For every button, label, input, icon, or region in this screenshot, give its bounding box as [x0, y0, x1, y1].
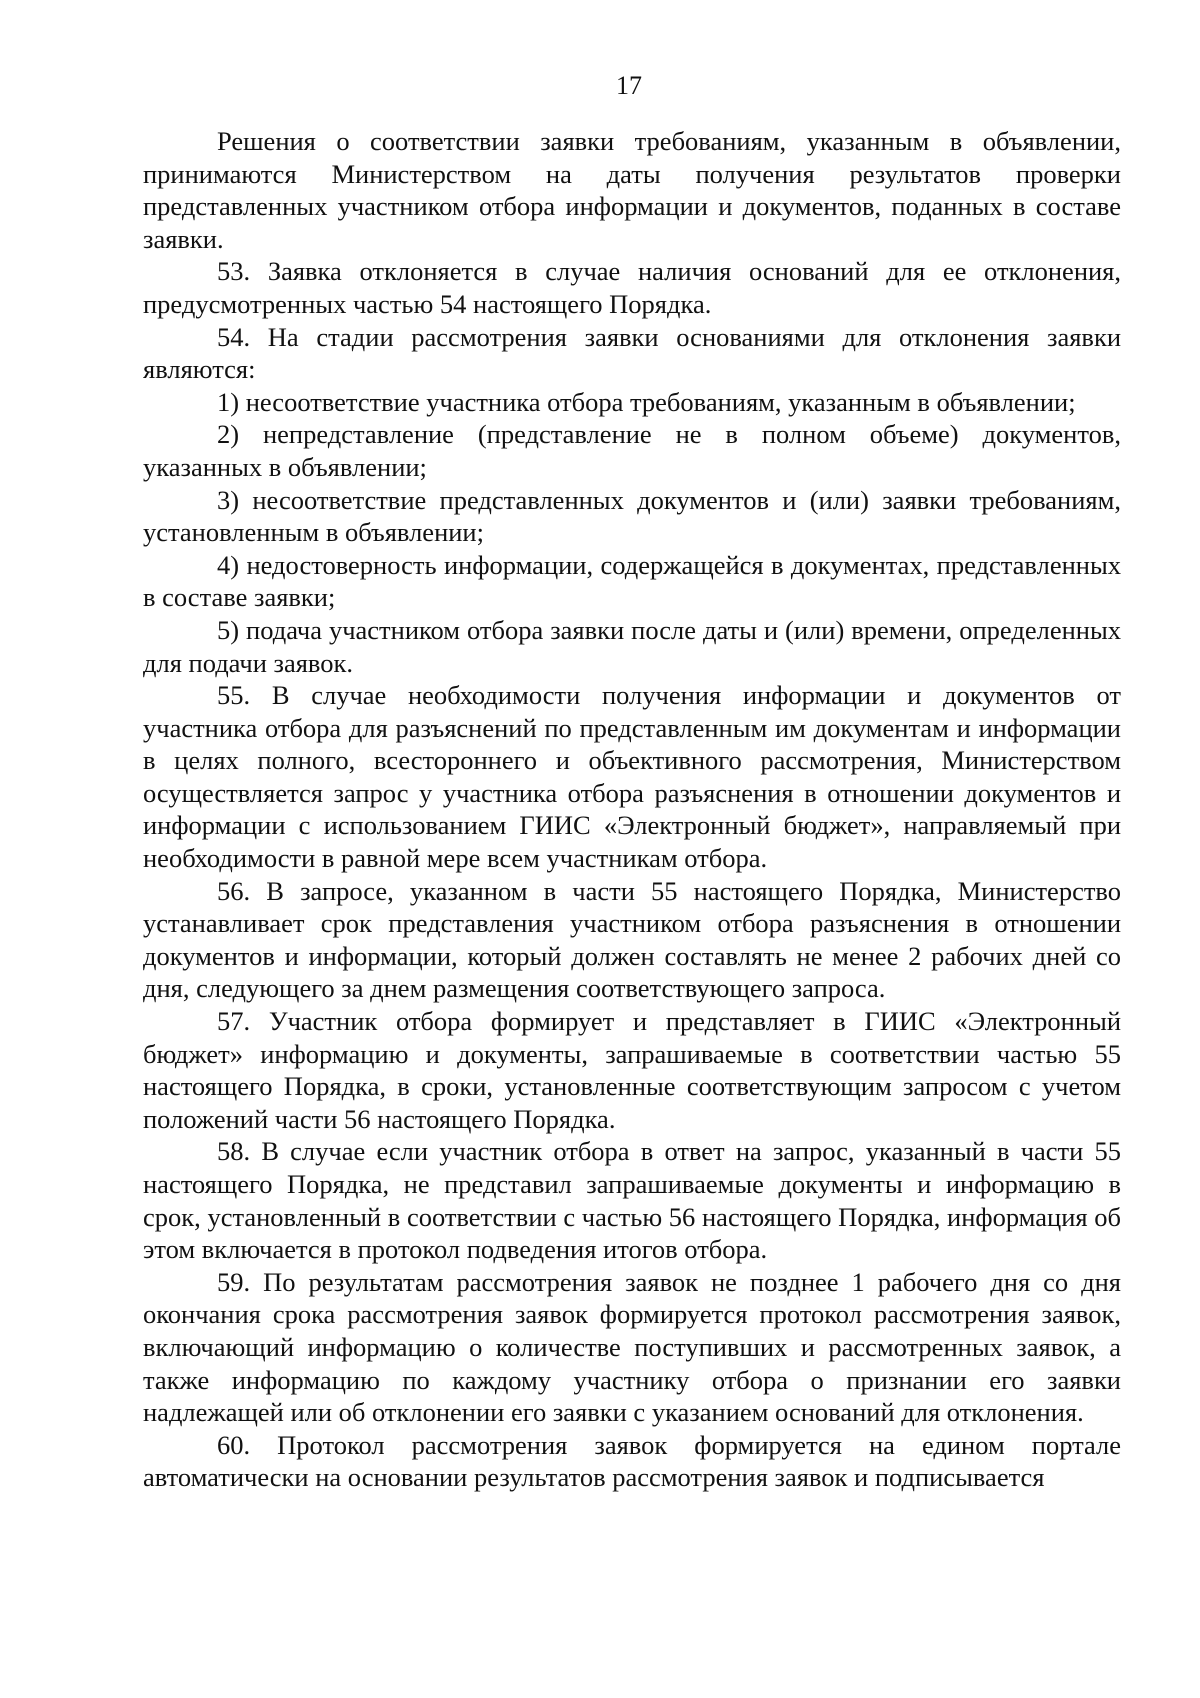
paragraph-53: 53. Заявка отклоняется в случае наличия оснований для ее отклонения, предусмотренных частью 54 настоящего Порядка. [143, 256, 1121, 319]
paragraph-intro: Решения о соответствии заявки требованиям, указанным в объявлении, принимаются Министерством на даты получения результатов проверки представленных участником отбора информации и документов, поданных в составе заявки. [143, 126, 1121, 254]
document-body [143, 125, 1121, 1494]
page-number: 17 [616, 71, 642, 100]
paragraph-60: 60. Протокол рассмотрения заявок формируется на едином портале автоматически на основании результатов рассмотрения заявок и подписывается [143, 1429, 1121, 1493]
paragraph-57: 57. Участник отбора формирует и представляет в ГИИС «Электронный бюджет» информацию и документы, запрашиваемые в соответствии частью 55 настоящего Порядка, в сроки, установленные соответствующим запросом с учетом положений части 56 настоящего Порядка. [143, 1006, 1121, 1134]
paragraph-56: 56. В запросе, указанном в части 55 настоящего Порядка, Министерство устанавливает срок представления участником отбора разъяснения в отношении документов и информации, который должен составлять не менее 2 рабочих дней со дня, следующего за днем размещения соответствующего запроса. [143, 875, 1121, 1004]
paragraph-58: 58. В случае если участник отбора в ответ на запрос, указанный в части 55 настоящего Порядка, не представил запрашиваемые документы и информацию в срок, установленный в соответствии с частью 56 настоящего Порядка, информация об этом включается в протокол подведения итогов отбора. [143, 1136, 1121, 1265]
list-item-54-1: 1) несоответствие участника отбора требованиям, указанным в объявлении; [217, 386, 1076, 417]
list-item-54-2: 2) непредставление (представление не в полном объеме) документов, указанных в объявлении; [143, 419, 1121, 482]
paragraph-59: 59. По результатам рассмотрения заявок не позднее 1 рабочего дня со дня окончания срока рассмотрения заявок формируется протокол рассмотрения заявок, включающий информацию о количестве поступивших и рассмотренных заявок, а также информацию по каждому участнику отбора о признании его заявки надлежащей или об отклонении его заявки с указанием оснований для отклонения. [143, 1266, 1121, 1428]
paragraph-55: 55. В случае необходимости получения информации и документов от участника отбора для разъяснений по представленным им документам и информации в целях полного, всестороннего и объективного рассмотрения, Министерством осуществляется запрос у участника отбора разъяснения в отношении документов и информации с использованием ГИИС «Электронный бюджет», направляемый при необходимости в равной мере всем участникам отбора. [143, 680, 1121, 874]
list-item-54-4: 4) недостоверность информации, содержащейся в документах, представленных в составе заявки; [143, 549, 1121, 613]
paragraph-54: 54. На стадии рассмотрения заявки основаниями для отклонения заявки являются: [143, 321, 1121, 385]
list-item-54-5: 5) подача участником отбора заявки после даты и (или) времени, определенных для подачи заявок. [143, 614, 1121, 678]
list-item-54-3: 3) несоответствие представленных документов и (или) заявки требованиям, установленным в объявлении; [143, 484, 1121, 548]
